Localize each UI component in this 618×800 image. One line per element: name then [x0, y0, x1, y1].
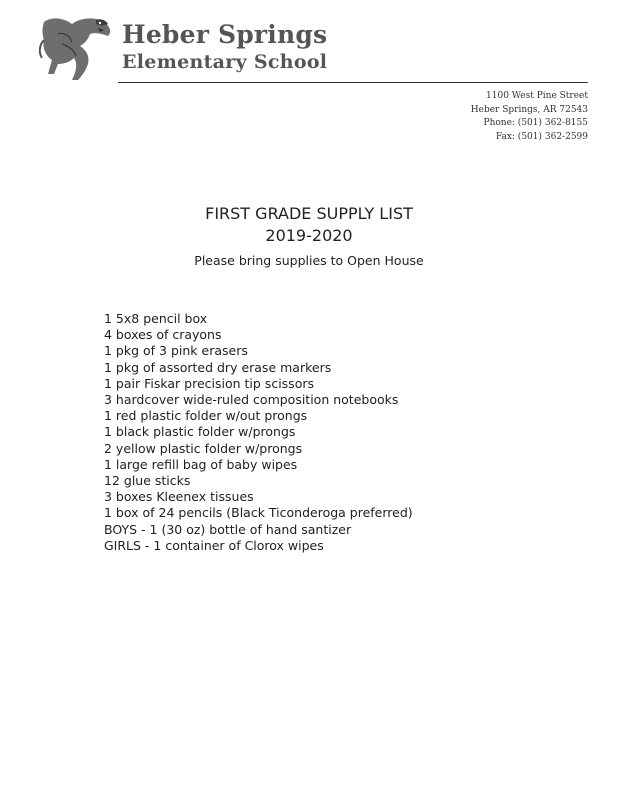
- school-address: [471, 90, 588, 144]
- address-street: 1100 West Pine Street: [486, 91, 588, 101]
- supply-item: BOYS - 1 (30 oz) bottle of hand santizer: [104, 521, 352, 537]
- school-year: 2019-2020: [265, 226, 353, 245]
- supply-item: 1 5x8 pencil box: [104, 311, 208, 326]
- school-name: [122, 22, 327, 72]
- school-name-line1: Heber Springs: [122, 20, 328, 49]
- address-fax: Fax: (501) 362-2599: [495, 131, 588, 142]
- supply-item: 4 boxes of crayons: [104, 327, 222, 343]
- document-subtitle: Please bring supplies to Open House: [194, 253, 424, 268]
- panther-mascot-icon: [38, 14, 118, 84]
- supply-item: 3 boxes Kleenex tissues: [104, 489, 254, 505]
- letterhead: [0, 0, 618, 160]
- supply-item: 1 red plastic folder w/out prongs: [104, 408, 308, 424]
- supply-item: GIRLS - 1 container of Clorox wipes: [104, 537, 324, 553]
- title-block: [0, 203, 618, 271]
- supply-item: 1 pair Fiskar precision tip scissors: [104, 375, 314, 391]
- supply-item: 1 pkg of assorted dry erase markers: [104, 359, 332, 375]
- school-name-line2: Elementary School: [122, 51, 328, 73]
- supply-item: 1 black plastic folder w/prongs: [104, 424, 296, 440]
- supply-item: 1 pkg of 3 pink erasers: [104, 343, 248, 359]
- header-divider: [118, 82, 588, 83]
- supply-item: 2 yellow plastic folder w/prongs: [104, 440, 303, 456]
- supply-item: 1 box of 24 pencils (Black Ticonderoga preferred): [104, 505, 413, 521]
- address-phone: Phone: (501) 362-8155: [483, 118, 588, 128]
- supply-item: 1 large refill bag of baby wipes: [104, 456, 298, 472]
- supply-item: 3 hardcover wide-ruled composition notebooks: [104, 392, 399, 408]
- address-city: Heber Springs, AR 72543: [470, 104, 588, 115]
- document-title: FIRST GRADE SUPPLY LIST: [205, 204, 413, 223]
- supply-list: [104, 311, 413, 554]
- supply-item: 12 glue sticks: [104, 473, 191, 489]
